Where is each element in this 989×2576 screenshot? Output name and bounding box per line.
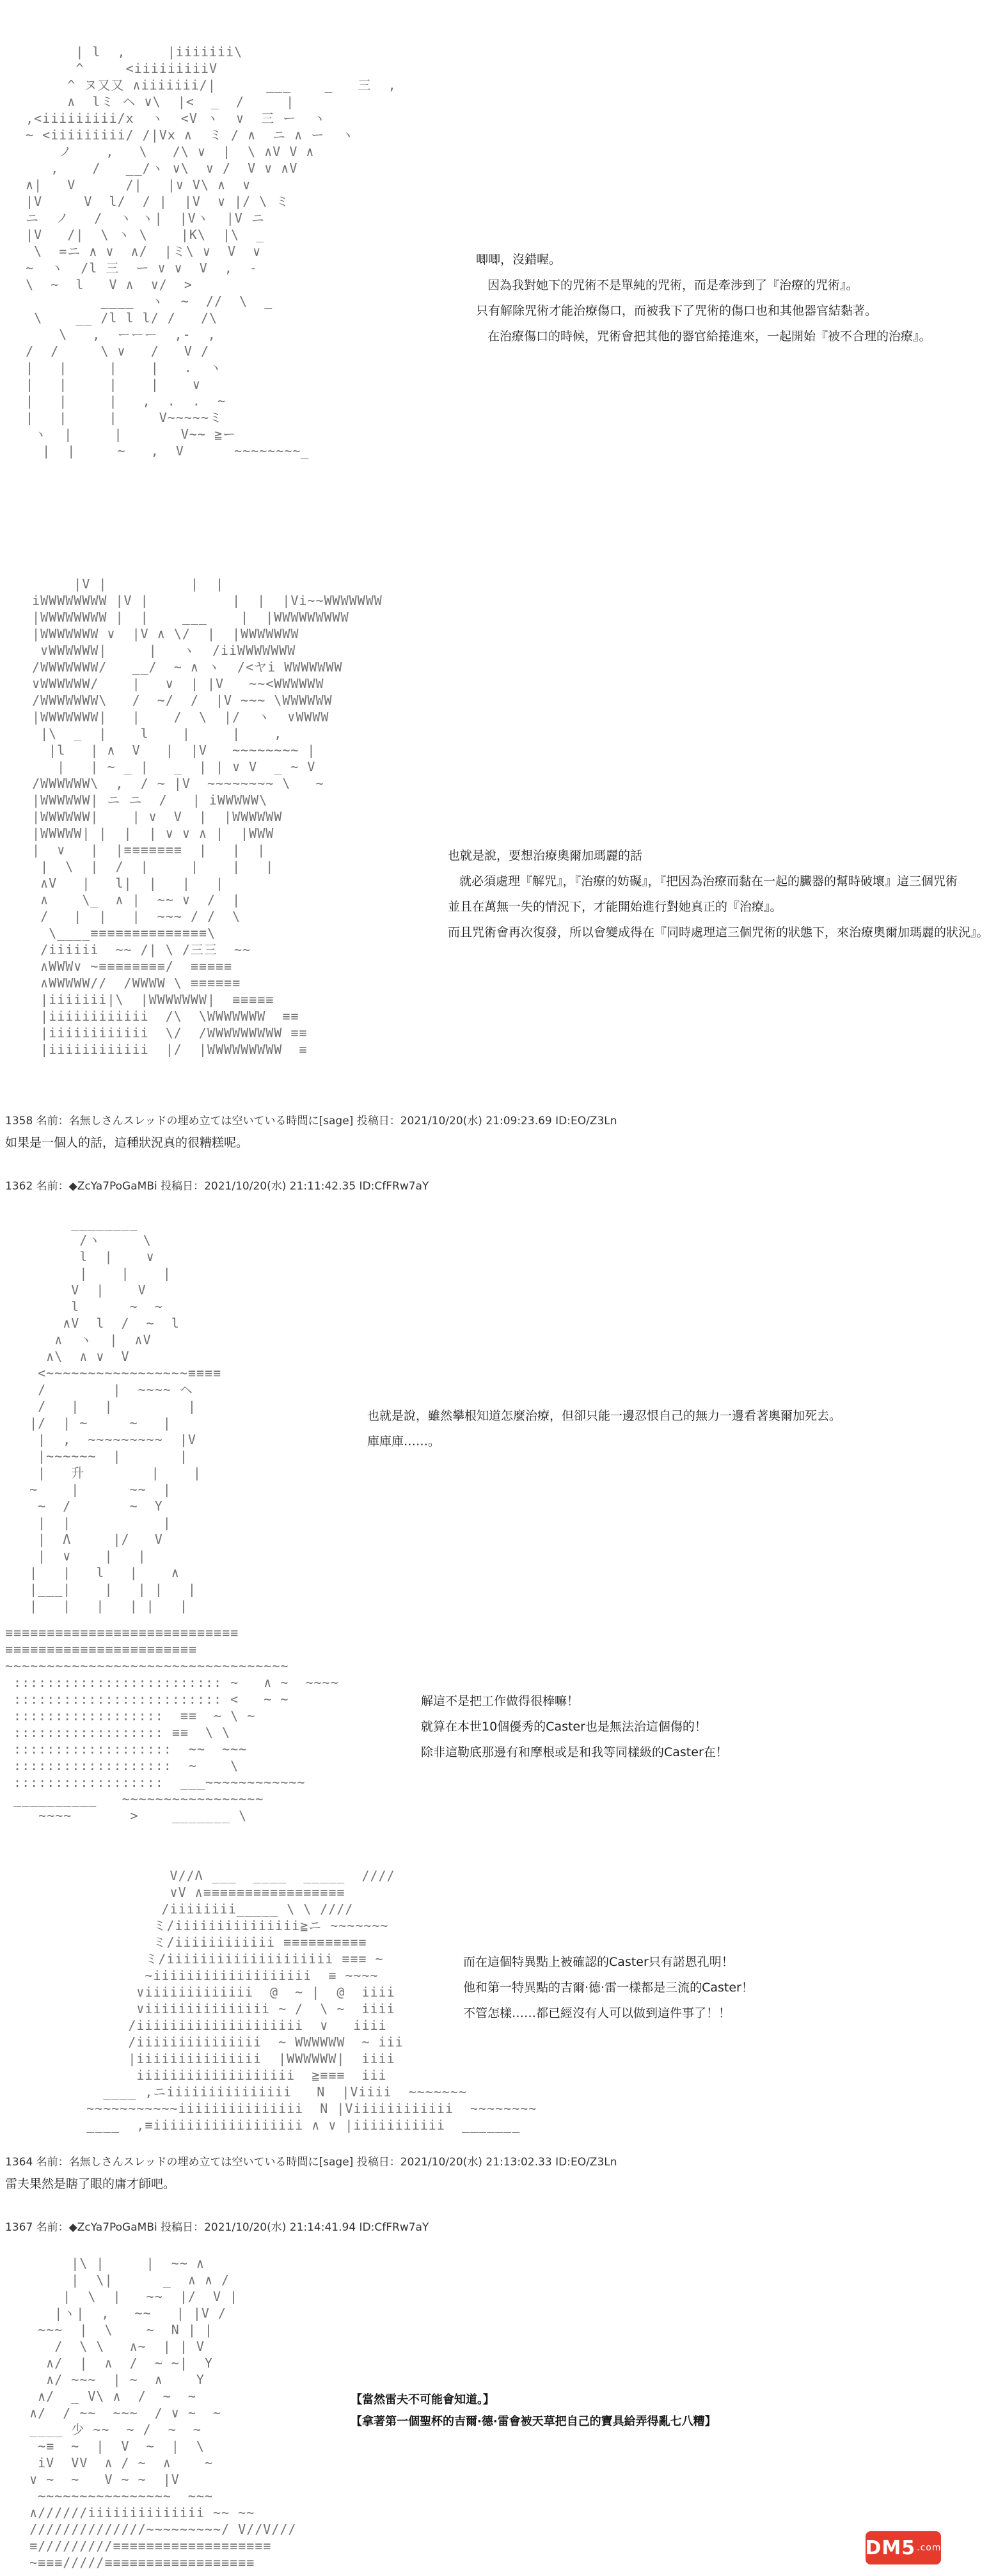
speech-line: 就算在本世10個優秀的Caster也是無法治這個傷的！ bbox=[421, 1720, 707, 1734]
speech-line: 解這不是把工作做得很棒嘛！ bbox=[421, 1694, 580, 1708]
speech-line: 唧唧，沒錯喔。 bbox=[476, 253, 562, 267]
speech-caster-2 bbox=[448, 843, 989, 945]
speech-line: 他和第一特異點的吉爾·德·雷一樣都是三流的Caster！ bbox=[463, 1981, 754, 1995]
watermark-main: DM5 bbox=[865, 2536, 916, 2559]
post-comment-1364: 雷夫果然是瞎了眼的庸才師吧。 bbox=[5, 2177, 176, 2191]
ascii-art-caster-grin: | l , |iiiiiii\ ^ <iiiiiiiiiV ^ ヌ又又 ∧iiiiiii/| ___ _ 三 , ∧ lミ ヘ ∨\ |< _ / | ,<iiiiiiiii/x ヽ <V ヽ ∨ 三 ー ヽ ~ <iiiiiiiii/ /|Vx ∧ ミ / ∧ ニ ∧ ー ヽ ノ , \ /\ ∨ | \ ∧V V ∧ , / __/ヽ ∨\ ∨ / V ∨ ∧V ∧| V /| |∨ V\ ∧ ∨ |V V l/ / | |V ∨ |/ \ ミ ニ ノ / ヽ ヽ| |Vヽ |V ニ |V /| \ ヽ \ |K\ |\ _ \ =ニ ∧ ∨ ∧/ |ミ\ ∨ V ∨ ~ ヽ /l 三 ー ∨ ∨ V , - \ ~ l V ∧ ∨/ > ____ ヽ ~ // \ _ \ __ /l l l/ / /\ \ , ーーー ,- , / / \ ∨ / V / | | | | . ヽ | | | | ∨ | | | , . . ~ | | | V~~~~~ミ ヽ | | V~~ ≧ー | | ~ , V ~~~~~~~~_ bbox=[26, 44, 397, 459]
speech-line: 在治療傷口的時候，咒術會把其他的器官給捲進來，一起開始『被不合理的治療』。 bbox=[487, 329, 931, 343]
speech-caster-3 bbox=[367, 1403, 841, 1454]
speech-line: 庫庫庫……。 bbox=[367, 1434, 441, 1449]
narration-notice bbox=[351, 2389, 716, 2433]
post-header-1362: 1362 名前：◆ZcYa7PoGaMBi 投稿日：2021/10/20(水) 21:11:42.35 ID:CfFRw7aY bbox=[5, 1180, 429, 1193]
speech-caster-5 bbox=[463, 1949, 754, 2026]
ascii-art-laughing-face: V//Λ ___ ____ _____ //// ∨V ∧≡≡≡≡≡≡≡≡≡≡≡≡≡≡≡≡≡ /iiiiiiii_____ \ \ //// ミ/iiiiiiiiiiiiiii≧ニ ~~~~~~~ ミ/iiiiiiiiiiii ≡≡≡≡≡≡≡≡≡≡ ミ/iiiiiiiiiiiiiiiiiiii ≡≡≡ ~ ~iiiiiiiiiiiiiiiiiii ≡ ~~~~ ∨iiiiiiiiiiiii @ ~ | @ iiii ∨iiiiiiiiiiiiiii ~ / \ ~ iiii /iiiiiiiiiiiiiiiiiiii ∨ iiii /iiiiiiiiiiiiiii ~ WWWWWW ~ iii |iiiiiiiiiiiiiii |WWWWWW| iiii iiiiiiiiiiiiiiiiiii ≧≡≡≡ iii ____ ,ニiiiiiiiiiiiiiii N |Viiii ~~~~~~~ ~~~~~~~~~~~iiiiiiiiiiiiiii N |Viiiiiiiiiiii ~~~~~~~~ ____ ,≡iiiiiiiiiiiiiiiiii ∧ ∨ |iiiiiiiiiii _______ bbox=[86, 1868, 537, 2133]
post-comment-1358: 如果是一個人的話，這種狀況真的很糟糕呢。 bbox=[5, 1136, 249, 1150]
speech-line: 不管怎樣……都已經沒有人可以做到這件事了！！ bbox=[463, 2006, 731, 2020]
post-header-1367: 1367 名前：◆ZcYa7PoGaMBi 投稿日：2021/10/20(水) 21:14:41.94 ID:CfFRw7aY bbox=[5, 2221, 429, 2234]
speech-caster-1 bbox=[476, 247, 931, 349]
post-header-1364: 1364 名前：名無しさんスレッドの埋め立ては空いている時間に[sage] 投稿日：2021/10/20(水) 21:13:02.33 ID:EO/Z3Ln bbox=[5, 2156, 617, 2169]
ascii-art-standing-figure: ________ /ヽ \ l | ∨ | | | V | V l ~ ~ ∧V l / ~ l ∧ ヽ | ∧V ∧\ ∧ ∨ V <~~~~~~~~~~~~~~~~~≡≡≡≡ / | ~~~~ ヘ / | | | |/ | ~ ~ | | , ~~~~~~~~~ |V |~~~~~~ | | | 升 | | ~ | ~~ | ~ / ~ Y | | | | Λ |/ V | ∨ | | | | l | ∧ |___| | | | | | | | | | | bbox=[29, 1216, 222, 1614]
speech-line: 也就是說，要想治療奧爾加瑪麗的話 bbox=[448, 849, 643, 863]
speech-line: 而且咒術會再次復發，所以會變成得在『同時處理這三個咒術的狀態下，來治療奧爾加瑪麗的狀況』。 bbox=[448, 925, 989, 939]
speech-line: 並且在萬無一失的情況下，才能開始進行對她真正的『治療』。 bbox=[448, 900, 782, 914]
ascii-art-cloaked-figure: |\ | | ~~ ∧ | \| _ ∧ ∧ / | \ | ~~ |/ V | |ヽ| , ~~ | |V / ~~~ | \ ~ N | | / \ \ ∧~ | | V ∧/ | ∧ / ~ ~| Y ∧/ ~~~ | ~ ∧ Y ∧/ _ V\ ∧ / ~ ~ ∧/ / ~~ ~~~ / ∨ ~ ~ ____ 少 ~~ ~ / ~ ~ ~≡ ~ | V ~ | \ iV VV ∧ / ~ ∧ ~ ∨ ~ ~ V ~ ~ |V ~~~~~~~~~~~~~~~~ ~~~ ∧//////iiiiiiiiiiiiii ~~ ~~ //////////////~~~~~~~~~/ V//V/// ≡/////////≡≡≡≡≡≡≡≡≡≡≡≡≡≡≡≡≡≡≡ ~≡≡≡/////≡≡≡≡≡≡≡≡≡≡≡≡≡≡≡≡≡≡ bbox=[29, 2256, 297, 2570]
speech-line: 除非這勒底那邊有和摩根或是和我等同樣級的Caster在！ bbox=[421, 1745, 728, 1759]
post-header-1358: 1358 名前：名無しさんスレッドの埋め立ては空いている時間に[sage] 投稿日：2021/10/20(水) 21:09:23.69 ID:EO/Z3Ln bbox=[5, 1115, 617, 1127]
speech-line: 因為我對她下的咒術不是單純的咒術，而是牽涉到了『治療的咒術』。 bbox=[487, 278, 858, 292]
site-watermark-logo bbox=[866, 2531, 941, 2564]
speech-caster-4 bbox=[421, 1688, 728, 1765]
speech-line: 只有解除咒術才能治療傷口，而被我下了咒術的傷口也和其他器官結黏著。 bbox=[476, 304, 878, 318]
ascii-art-reclining-figure: ≡≡≡≡≡≡≡≡≡≡≡≡≡≡≡≡≡≡≡≡≡≡≡≡≡≡≡≡ ≡≡≡≡≡≡≡≡≡≡≡≡≡≡≡≡≡≡≡≡≡≡≡ ~~~~~~~~~~~~~~~~~~~~~~~~~~~~~~~~~~ ::::::::::::::::::::::::: ~ ∧ ~ ~~~~ ::::::::::::::::::::::::: < ~ ~ :::::::::::::::::: ≡≡ ~ \ ~ :::::::::::::::::: ≡≡ \ \ ::::::::::::::::::: ~~ ~~~ ::::::::::::::::::: ~ \ :::::::::::::::::: ___~~~~~~~~~~~~ __________ ~~~~~~~~~~~~~~~~~ ~~~~ > _______ \ bbox=[5, 1625, 339, 1823]
notice-line: 【拿著第一個聖杯的吉爾·德·雷會被天草把自己的寶具給弄得亂七八糟】 bbox=[351, 2415, 716, 2428]
speech-line: 就必須處理『解咒』，『治療的妨礙』，『把因為治療而黏在一起的臟器的幫時破壞』這三個咒術 bbox=[459, 874, 958, 888]
speech-line: 而在這個特異點上被確認的Caster只有諾恩孔明！ bbox=[463, 1955, 734, 1969]
speech-line: 也就是說，雖然攀根知道怎麼治療，但卻只能一邊忍恨自己的無力一邊看著奧爾加死去。 bbox=[367, 1409, 842, 1423]
ascii-art-hooded-figure: |V | | | iWWWWWWWW |V | | | |Vi~~WWWWWWW |WWWWWWWW | | ___ | |WWWWWWWWW |WWWWWWW ∨ |V ∧ \/ | |WWWWWWW ∨WWWWWW| | ヽ /iiWWWWWWW /WWWWWWW/ __/ ~ ∧ ヽ /<ヤi WWWWWWW ∨WWWWWW/ | ∨ | |V ~~<WWWWWW /WWWWWWW\ / ~/ / |V ~~~ \WWWWWW |WWWWWWW| | / \ |/ ヽ ∨WWWW |\ _ | l | | , |l | ∧ V | |V ~~~~~~~~ | | | ~ _ | _ | | ∨ V _ ~ V /WWWWWW\ , / ~ |V ~~~~~~~~ \ ~ |WWWWWW| ニ ニ / | iWWWWW\ |WWWWWW| | ∨ V | |WWWWWW |WWWWW| | | | ∨ ∨ ∧ | |WWW | ∨ | |≡≡≡≡≡≡≡ | | | | \ | / | | | | ∧V | l| | | | ∧ \_ ∧ | ~~ ∨ / | / | | | ~~~ / / \ \____≡≡≡≡≡≡≡≡≡≡≡≡≡≡\ /iiiiii ~~ /| \ /三三 ~~ ∧WWW∨ ~≡≡≡≡≡≡≡≡/ ≡≡≡≡≡ ∧WWWWW// /WWWW \ ≡≡≡≡≡≡ |iiiiiii|\ |WWWWWWW| ≡≡≡≡≡ |iiiiiiiiiiii /\ \WWWWWWW ≡≡ |iiiiiiiiiiii \/ /WWWWWWWWW ≡≡ |iiiiiiiiiiii |/ |WWWWWWWWW ≡ bbox=[32, 576, 383, 1057]
watermark-suffix: .com bbox=[917, 2543, 942, 2553]
notice-line: 【當然雷夫不可能會知道。】 bbox=[351, 2393, 494, 2407]
